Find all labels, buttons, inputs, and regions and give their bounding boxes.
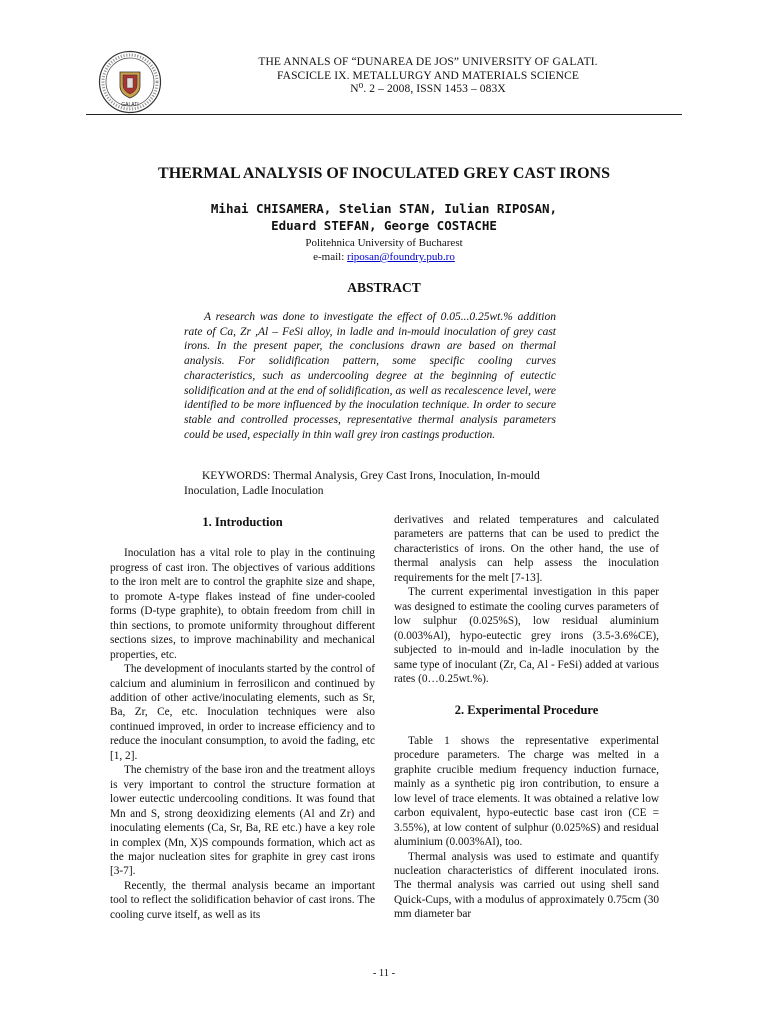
- column-left: [110, 513, 375, 922]
- logo-text: GALATI: [121, 102, 139, 108]
- authors-line-1: Mihai CHISAMERA, Stelian STAN, Iulian RIPOSAN,: [210, 201, 558, 216]
- column-right: [394, 513, 659, 922]
- paragraph: Thermal analysis was used to estimate and quantify nucleation characteristics of different inoculated irons. The thermal analysis was carried out using shell sand Quick-Cups, with a modulus of approximately 0.75cm (30 mm diameter bar: [394, 850, 659, 921]
- header-line-1: THE ANNALS OF “DUNAREA DE JOS” UNIVERSITY OF GALATI.: [258, 56, 598, 68]
- authors-line-2: Eduard STEFAN, George COSTACHE: [271, 218, 497, 233]
- header-line-3: N⁰. 2 – 2008, ISSN 1453 – 083X: [350, 83, 506, 95]
- page-number: - 11 -: [372, 968, 396, 979]
- email-link[interactable]: riposan@foundry.pub.ro: [347, 251, 455, 263]
- abstract-text: A research was done to investigate the effect of 0.05...0.25wt.% addition rate of Ca, Zr ,Al – FeSi alloy, in ladle and in-mould inoculation of grey cast irons. In the present paper, the conclusions drawn are based on thermal analysis. For solidification pattern, some specific cooling curves characteristics, such as undercooling degree at the beginning of eutectic solidification and at the end of solidification, as well as recalescence level, were identified to be more influenced by the inoculation technique. In order to secure stable and controlled processes, representative thermal analysis parameters could be used, especially in thin wall grey iron castings production.: [184, 311, 556, 441]
- journal-header: [180, 56, 676, 97]
- email-label: e-mail:: [313, 251, 348, 263]
- paragraph: The current experimental investigation in this paper was designed to estimate the cooling curves parameters of low sulphur (0.025%S), low residual aluminium (0.003%Al), hypo-eutectic grey irons (3.5-3.6%CE), subjected to in-mould and in-ladle inoculation by the same type of inoculant (Zr, Ca, Al - FeSi) added at various rates (0…0.25wt.%).: [394, 586, 659, 685]
- header-divider: [86, 114, 682, 115]
- paragraph: The development of inoculants started by the control of calcium and aluminium in ferrosilicon and continued by addition of other active/inoculating elements, such as Sr, Ba, Zr, Ce, etc. Inoculation techniques were also continued improved, in order to increase efficiency and to reduce the inoculant consumption, to avoid the fading, etc [1, 2].: [110, 663, 375, 762]
- paragraph: The chemistry of the base iron and the treatment alloys is very important to control the structure formation at lower eutectic undercooling conditions. It was found that Mn and S, strong deoxidizing elements (Al and Zr) and inoculating elements (Ca, Sr, Ba, RE etc.) have a key role in complex (Mn, X)S compounds formation, which act as the major nucleation sites for graphite in grey cast irons [3-7].: [110, 764, 375, 878]
- abstract-heading: ABSTRACT: [347, 280, 421, 295]
- affiliation-block: [84, 236, 684, 264]
- keywords: KEYWORDS: Thermal Analysis, Grey Cast Irons, Inoculation, In-mould Inoculation, Ladle Inoculation: [184, 470, 540, 497]
- section-heading-introduction: 1. Introduction: [202, 515, 283, 529]
- email-line: [84, 250, 684, 264]
- university-seal-logo: [98, 50, 162, 114]
- paragraph: Table 1 shows the representative experimental procedure parameters. The charge was melted in a graphite crucible medium frequency induction furnace, mainly as a synthetic pig iron contribution, to ensure a low level of trace elements. It was obtained a relative low carbon equivalent, hypo-eutectic base cast iron (CE = 3.55%), at low content of sulphur (0.025%S) and residual aluminium (0.003%Al), too.: [394, 734, 659, 849]
- paper-title: THERMAL ANALYSIS OF INOCULATED GREY CAST IRONS: [158, 165, 610, 182]
- paragraph-continued: derivatives and related temperatures and calculated parameters are patterns that can be used to predict the characteristics of irons. On the other hand, the use of thermal analysis can help assess the inoculation requirements for the melt [7-13].: [394, 514, 659, 584]
- header-line-2: FASCICLE IX. METALLURGY AND MATERIALS SCIENCE: [277, 69, 579, 82]
- author-list: [84, 200, 684, 234]
- paragraph: Inoculation has a vital role to play in the continuing progress of cast iron. The objectives of various additions to the iron melt are to control the graphite size and shape, to promote A-type flakes instead of fine under-cooled forms (D-type graphite), to obtain freedom from chill in thin sections, to promote uniformity throughout different sections sizes, to improve machinability and mechanical properties, etc.: [110, 547, 375, 661]
- paragraph: Recently, the thermal analysis became an important tool to reflect the solidification behavior of cast irons. The cooling curve itself, as well as its: [110, 879, 375, 921]
- section-heading-experimental: 2. Experimental Procedure: [454, 703, 599, 718]
- affiliation: Politehnica University of Bucharest: [305, 237, 463, 249]
